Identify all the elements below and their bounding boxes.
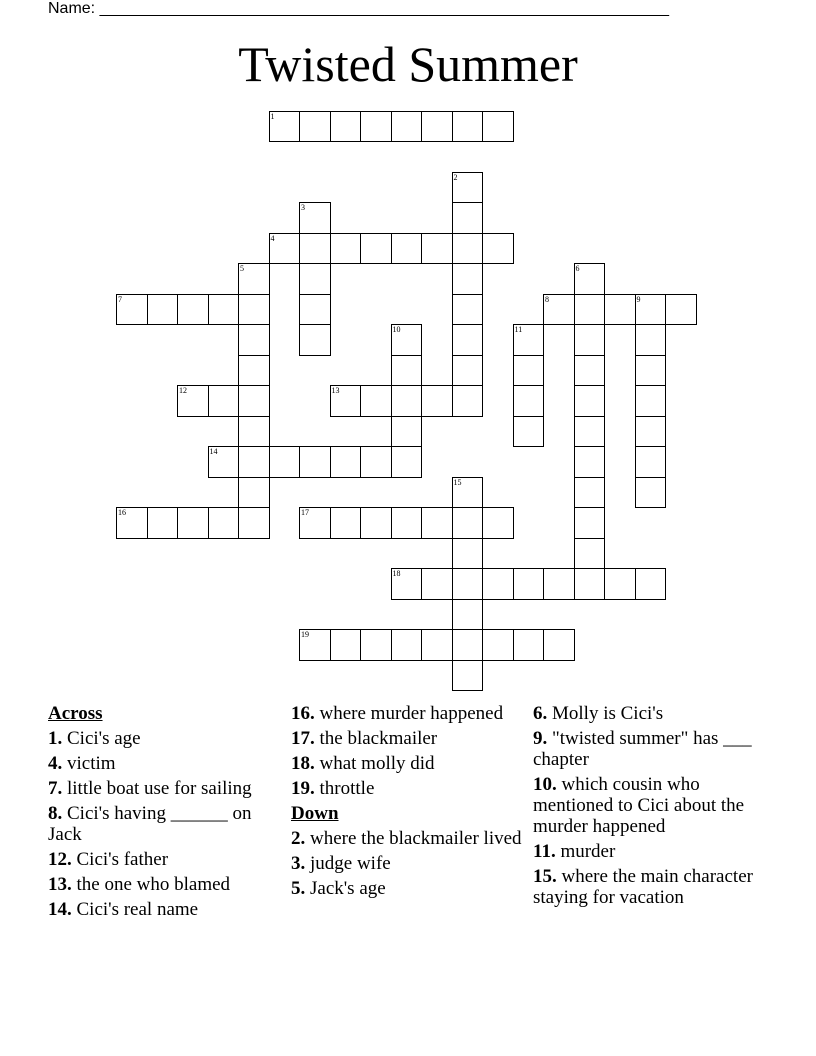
grid-cell[interactable] [452, 324, 484, 356]
clue-text: where the main character staying for vacation [533, 866, 753, 908]
grid-cell[interactable] [299, 324, 331, 356]
grid-cell[interactable] [330, 507, 362, 539]
grid-cell[interactable] [208, 446, 240, 478]
grid-cell[interactable] [574, 446, 606, 478]
clue-number: 14. [48, 899, 72, 920]
grid-cell[interactable] [238, 294, 270, 326]
clue-number: 15. [533, 866, 557, 887]
grid-cell[interactable] [299, 507, 331, 539]
clue-text: Jack's age [310, 878, 386, 899]
grid-cell[interactable] [421, 507, 453, 539]
grid-cell[interactable] [452, 263, 484, 295]
grid-cell[interactable] [299, 446, 331, 478]
grid-cell[interactable] [147, 294, 179, 326]
grid-cell[interactable] [391, 324, 423, 356]
clue-across-16 [291, 703, 523, 724]
grid-cell[interactable] [116, 294, 148, 326]
grid-cell[interactable] [391, 446, 423, 478]
clue-number-label: 14 [209, 447, 218, 456]
clue-text: murder [560, 841, 616, 862]
clue-number: 16. [291, 703, 315, 724]
grid-cell[interactable] [574, 263, 606, 295]
clue-down-9 [533, 728, 773, 770]
grid-cell[interactable] [543, 294, 575, 326]
grid-cell[interactable] [513, 385, 545, 417]
clue-down-5 [291, 878, 523, 899]
grid-cell[interactable] [330, 233, 362, 265]
grid-cell[interactable] [604, 294, 636, 326]
across-heading: Across [48, 703, 103, 724]
grid-cell[interactable] [665, 294, 697, 326]
grid-cell[interactable] [391, 568, 423, 600]
clue-number: 5. [291, 878, 306, 899]
down-heading: Down [291, 803, 339, 824]
clue-number: 13. [48, 874, 72, 895]
grid-cell[interactable] [391, 385, 423, 417]
clue-number: 18. [291, 753, 315, 774]
grid-cell[interactable] [574, 507, 606, 539]
clues-column-2 [291, 703, 523, 903]
clue-number: 19. [291, 778, 315, 799]
grid-cell[interactable] [269, 446, 301, 478]
clue-number-label: 12 [179, 386, 187, 395]
grid-cell[interactable] [452, 355, 484, 387]
grid-cell[interactable] [452, 111, 484, 143]
grid-cell[interactable] [482, 233, 514, 265]
clue-across-7 [48, 778, 280, 799]
clue-number-label: 2 [453, 172, 458, 182]
clue-down-6 [533, 703, 773, 724]
clue-number: 17. [291, 728, 315, 749]
grid-cell[interactable] [238, 416, 270, 448]
grid-cell[interactable] [391, 111, 423, 143]
clue-number: 6. [533, 703, 548, 724]
clues-column-3 [533, 703, 773, 912]
grid-cell[interactable] [391, 629, 423, 661]
grid-cell[interactable] [543, 568, 575, 600]
clue-across-4 [48, 753, 280, 774]
grid-cell[interactable] [635, 385, 667, 417]
grid-cell[interactable] [299, 294, 331, 326]
grid-cell[interactable] [360, 111, 392, 143]
clue-number-label: 15 [453, 477, 462, 487]
grid-cell[interactable] [482, 111, 514, 143]
clue-across-12 [48, 849, 280, 870]
grid-cell[interactable] [574, 324, 606, 356]
grid-cell[interactable] [421, 111, 453, 143]
grid-cell[interactable] [269, 111, 301, 143]
grid-cell[interactable] [116, 507, 148, 539]
grid-cell[interactable] [391, 416, 423, 448]
clue-text: "twisted summer" has ___ chapter [533, 728, 752, 770]
grid-cell[interactable] [360, 385, 392, 417]
clue-text: judge wife [310, 853, 391, 874]
clue-across-17 [291, 728, 523, 749]
clue-number-label: 19 [301, 630, 309, 639]
grid-cell[interactable] [330, 629, 362, 661]
grid-cell[interactable] [421, 385, 453, 417]
grid-cell[interactable] [330, 385, 362, 417]
clue-number: 12. [48, 849, 72, 870]
clue-number-label: 6 [575, 264, 580, 273]
grid-cell[interactable] [391, 355, 423, 387]
clue-text: where the blackmailer lived [310, 828, 522, 849]
grid-cell[interactable] [147, 507, 179, 539]
grid-cell[interactable] [391, 507, 423, 539]
clue-number-label: 3 [301, 203, 305, 212]
clue-number-label: 16 [118, 508, 126, 517]
grid-cell[interactable] [299, 233, 331, 265]
grid-cell[interactable] [513, 355, 545, 387]
grid-cell[interactable] [177, 385, 209, 417]
clue-number-label: 11 [514, 325, 523, 334]
grid-cell[interactable] [635, 568, 667, 600]
grid-cell[interactable] [635, 294, 667, 326]
clue-number-label: 10 [392, 325, 401, 334]
grid-cell[interactable] [574, 477, 606, 509]
grid-cell[interactable] [238, 446, 270, 478]
clue-text: throttle [319, 778, 375, 799]
clue-number: 1. [48, 728, 63, 749]
grid-cell[interactable] [360, 233, 392, 265]
grid-cell[interactable] [452, 599, 484, 631]
clue-number: 7. [48, 778, 63, 799]
grid-cell[interactable] [452, 660, 484, 692]
clue-across-19 [291, 778, 523, 799]
clue-down-11 [533, 841, 773, 862]
clue-number: 9. [533, 728, 548, 749]
grid-cell[interactable] [421, 568, 453, 600]
grid-cell[interactable] [208, 385, 240, 417]
grid-cell[interactable] [482, 507, 514, 539]
clue-down-2 [291, 828, 523, 849]
clue-text: where murder happened [319, 703, 504, 724]
grid-cell[interactable] [574, 538, 606, 570]
grid-cell[interactable] [360, 629, 392, 661]
grid-cell[interactable] [452, 202, 484, 234]
grid-cell[interactable] [513, 416, 545, 448]
grid-cell[interactable] [238, 263, 270, 295]
grid-cell[interactable] [452, 538, 484, 570]
clue-text: Molly is Cici's [552, 703, 664, 724]
grid-cell[interactable] [452, 294, 484, 326]
clue-across-14 [48, 899, 280, 920]
clue-text: victim [67, 753, 116, 774]
grid-cell[interactable] [299, 111, 331, 143]
clue-text: what molly did [319, 753, 435, 774]
clue-number-label: 13 [331, 386, 340, 395]
clue-down-15 [533, 866, 773, 908]
grid-cell[interactable] [543, 629, 575, 661]
clues-column-1 [48, 703, 280, 924]
grid-cell[interactable] [421, 629, 453, 661]
clue-text: Cici's real name [76, 899, 199, 920]
clue-number: 3. [291, 853, 306, 874]
grid-cell[interactable] [574, 416, 606, 448]
grid-cell[interactable] [330, 446, 362, 478]
grid-cell[interactable] [299, 202, 331, 234]
clue-text: which cousin who mentioned to Cici about the murder happened [533, 774, 745, 837]
grid-cell[interactable] [208, 294, 240, 326]
grid-cell[interactable] [330, 111, 362, 143]
grid-cell[interactable] [635, 477, 667, 509]
clue-number-label: 18 [392, 569, 401, 578]
puzzle-title: Twisted Summer [238, 36, 578, 92]
grid-cell[interactable] [604, 568, 636, 600]
grid-cell[interactable] [360, 507, 392, 539]
grid-cell[interactable] [299, 629, 331, 661]
grid-cell[interactable] [269, 233, 301, 265]
grid-cell[interactable] [635, 416, 667, 448]
grid-cell[interactable] [513, 324, 545, 356]
grid-cell[interactable] [391, 233, 423, 265]
grid-cell[interactable] [635, 355, 667, 387]
clue-text: Cici's father [76, 849, 169, 870]
grid-cell[interactable] [482, 568, 514, 600]
clue-number: 4. [48, 753, 63, 774]
clue-number-label: 7 [118, 294, 122, 304]
clue-text: little boat use for sailing [67, 778, 252, 799]
clue-across-18 [291, 753, 523, 774]
clue-number: 8. [48, 803, 63, 824]
grid-cell[interactable] [574, 568, 606, 600]
clue-number: 11. [533, 841, 556, 862]
grid-cell[interactable] [238, 385, 270, 417]
clue-number-label: 8 [545, 294, 549, 304]
grid-cell[interactable] [208, 507, 240, 539]
grid-cell[interactable] [177, 507, 209, 539]
clue-across-13 [48, 874, 280, 895]
grid-cell[interactable] [238, 324, 270, 356]
clue-number-label: 9 [636, 294, 641, 304]
clue-text: the blackmailer [319, 728, 438, 749]
grid-cell[interactable] [360, 446, 392, 478]
grid-cell[interactable] [574, 385, 606, 417]
grid-cell[interactable] [513, 568, 545, 600]
clue-text: the one who blamed [76, 874, 231, 895]
grid-cell[interactable] [452, 568, 484, 600]
grid-cell[interactable] [452, 507, 484, 539]
grid-cell[interactable] [635, 324, 667, 356]
clue-number: 10. [533, 774, 557, 795]
clue-number: 2. [291, 828, 306, 849]
clue-number-label: 5 [240, 264, 244, 273]
grid-cell[interactable] [452, 233, 484, 265]
grid-cell[interactable] [238, 355, 270, 387]
grid-cell[interactable] [574, 294, 606, 326]
grid-cell[interactable] [452, 477, 484, 509]
clue-number-label: 1 [270, 111, 275, 121]
clue-across-8 [48, 803, 280, 845]
name-field-label[interactable]: Name: ________________________________________________________________ [48, 0, 670, 17]
grid-cell[interactable] [574, 355, 606, 387]
grid-cell[interactable] [238, 507, 270, 539]
clue-down-3 [291, 853, 523, 874]
grid-cell[interactable] [299, 263, 331, 295]
grid-cell[interactable] [421, 233, 453, 265]
clue-number-label: 4 [270, 233, 275, 243]
clue-text: Cici's having ______ on Jack [48, 803, 252, 845]
grid-cell[interactable] [513, 629, 545, 661]
clue-across-1 [48, 728, 280, 749]
grid-cell[interactable] [177, 294, 209, 326]
clue-down-10 [533, 774, 773, 837]
grid-cell[interactable] [452, 172, 484, 204]
grid-cell[interactable] [452, 385, 484, 417]
clue-number-label: 17 [301, 508, 309, 517]
grid-cell[interactable] [635, 446, 667, 478]
clue-text: Cici's age [67, 728, 141, 749]
grid-cell[interactable] [238, 477, 270, 509]
grid-cell[interactable] [452, 629, 484, 661]
grid-cell[interactable] [482, 629, 514, 661]
